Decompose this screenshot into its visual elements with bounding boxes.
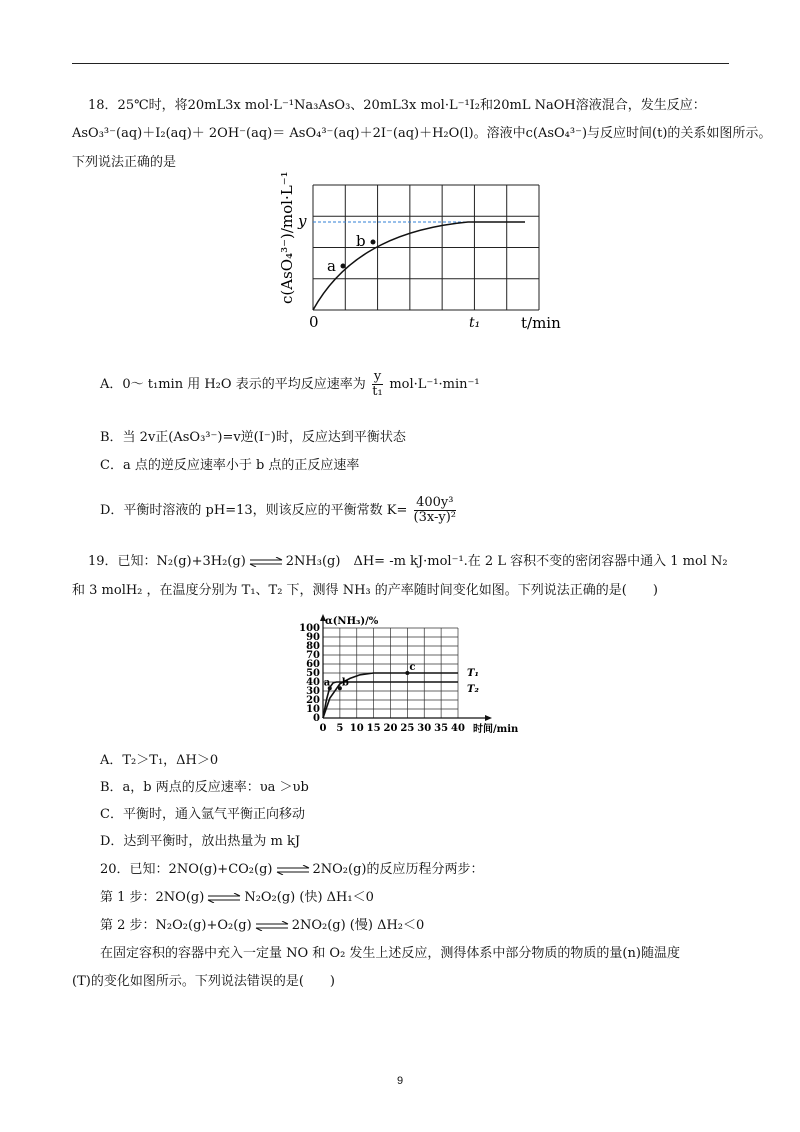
q18-option-a-den: t₁	[372, 384, 383, 399]
series-label-1: T₁	[467, 668, 479, 679]
point-b-label: b	[341, 677, 349, 689]
header-rule	[72, 63, 729, 64]
q19-stem-line1-pre: 19．已知：N₂(g)+3H₂(g)	[88, 554, 246, 569]
equilibrium-arrow-icon	[276, 865, 310, 875]
point-a-label: a	[327, 257, 336, 275]
y-axis-label: α(NH₃)/%	[325, 616, 379, 627]
q19-option-d[interactable]: D．达到平衡时，放出热量为 m kJ	[100, 834, 301, 849]
q18-stem-line1: 18．25℃时，将20mL3x mol·L⁻¹Na₃AsO₃、20mL3x mol·L⁻¹I₂和20mL NaOH溶液混合，发生反应：	[88, 98, 706, 113]
q20-step1-pre: 第 1 步：2NO(g)	[100, 890, 205, 905]
q18-stem-line3: 下列说法正确的是	[72, 155, 177, 170]
point-b-label: b	[356, 232, 366, 250]
x-tick-label: 0	[319, 723, 327, 734]
q18-option-d-lhs: K=	[386, 503, 408, 518]
y-tick-label: 50	[306, 668, 320, 679]
point-a	[341, 264, 346, 269]
y-tick-label: 10	[306, 704, 320, 715]
q18-option-d-num: 400y³	[414, 496, 456, 511]
x-axis-label: t/min	[521, 314, 561, 332]
q18-option-a[interactable]	[100, 370, 480, 399]
point-c-label: c	[409, 662, 416, 673]
q19-option-b[interactable]: B．a，b 两点的反应速率：υa ＞υb	[100, 780, 309, 795]
q19-option-c[interactable]: C．平衡时，通入氩气平衡正向移动	[100, 807, 305, 822]
q20-step1	[100, 888, 374, 908]
q19-option-a[interactable]: A．T₂＞T₁，ΔH＞0	[100, 753, 219, 768]
origin-label: 0	[309, 313, 319, 331]
x-tick-t1-label: t₁	[469, 315, 481, 331]
series-label-2: T₂	[467, 684, 479, 695]
x-tick-label: 10	[349, 723, 364, 734]
x-axis-arrow-icon	[485, 715, 492, 721]
q20-stem-line1-post: 2NO₂(g)的反应历程分两步：	[312, 862, 484, 877]
y-axis-label: c(AsO₄³⁻)/mol·L⁻¹	[278, 171, 296, 304]
q18-option-d-fraction	[414, 496, 456, 525]
equilibrium-arrow-icon	[207, 893, 241, 903]
x-tick-label: 40	[451, 723, 465, 734]
q18-option-a-text: A．0～ t₁min 用 H₂O 表示的平均反应速率为	[100, 377, 366, 392]
q19-stem-line2: 和 3 molH₂ ，在温度分别为 T₁、T₂ 下，测得 NH₃ 的产率随时间变化如图。下列说法正确的是( )	[72, 583, 658, 598]
q18-option-d[interactable]	[100, 496, 458, 525]
x-tick-label: 20	[383, 723, 398, 734]
equilibrium-arrow-icon	[255, 921, 289, 931]
x-tick-label: 15	[366, 723, 381, 734]
q20-stem-line1	[100, 860, 483, 880]
y-tick-label: 20	[306, 695, 320, 706]
y-tick-label: 70	[306, 650, 320, 661]
q19-stem-line1	[88, 552, 728, 572]
x-axis-label: 时间/min	[473, 724, 519, 735]
q20-stem-line1-pre: 20．已知：2NO(g)+CO₂(g)	[100, 862, 273, 877]
q18-option-a-unit: mol·L⁻¹·min⁻¹	[389, 377, 480, 392]
y-tick-label: 60	[306, 659, 320, 670]
q20-step2-post: 2NO₂(g) (慢) ΔH₂＜0	[291, 918, 425, 933]
y-tick-label: 90	[306, 632, 320, 643]
q18-option-c[interactable]: C．a 点的逆反应速率小于 b 点的正反应速率	[100, 458, 360, 473]
q18-option-d-den: (3x-y)²	[413, 510, 457, 525]
point-a-label: a	[323, 677, 331, 689]
x-tick-label: 25	[400, 723, 415, 734]
x-tick-label: 30	[417, 723, 432, 734]
q19-stem-line1-post: 2NH₃(g) ΔH= -m kJ·mol⁻¹.在 2 L 容积不变的密闭容器中通入 1 mol N₂	[285, 554, 728, 569]
q18-stem-line2: AsO₃³⁻(aq)＋I₂(aq)＋ 2OH⁻(aq)＝ AsO₄³⁻(aq)＋2I⁻(aq)＋H₂O(l)。溶液中c(AsO₄³⁻)与反应时间(t)的关系如图所示。	[72, 126, 772, 141]
y-tick-label: 0	[313, 713, 320, 724]
q20-step2	[100, 916, 424, 936]
page-number: 9	[396, 1075, 404, 1087]
q18-option-a-num: y	[373, 369, 382, 384]
q18-option-d-text: D．平衡时溶液的 pH=13，则该反应的平衡常数	[100, 503, 383, 518]
q18-option-a-fraction	[372, 370, 383, 399]
q18-chart	[270, 165, 590, 345]
y-level-label: y	[298, 212, 307, 230]
x-tick-label: 35	[434, 723, 449, 734]
q20-stem-line4: 在固定容积的容器中充入一定量 NO 和 O₂ 发生上述反应，测得体系中部分物质的物质的量(n)随温度	[100, 946, 680, 961]
y-tick-label: 40	[306, 677, 320, 688]
q18-option-b[interactable]: B．当 2v正(AsO₃³⁻)=v逆(I⁻)时，反应达到平衡状态	[100, 430, 406, 445]
equilibrium-arrow-icon	[249, 557, 283, 567]
q20-step2-pre: 第 2 步：N₂O₂(g)+O₂(g)	[100, 918, 252, 933]
point-b	[371, 240, 376, 245]
y-tick-label: 100	[299, 623, 320, 634]
y-tick-label: 30	[306, 686, 320, 697]
q19-chart	[290, 608, 535, 743]
x-tick-label: 5	[336, 723, 344, 734]
q20-stem-line5: (T)的变化如图所示。下列说法错误的是( )	[72, 974, 335, 989]
y-tick-label: 80	[306, 641, 320, 652]
q20-step1-post: N₂O₂(g) (快) ΔH₁＜0	[244, 890, 374, 905]
